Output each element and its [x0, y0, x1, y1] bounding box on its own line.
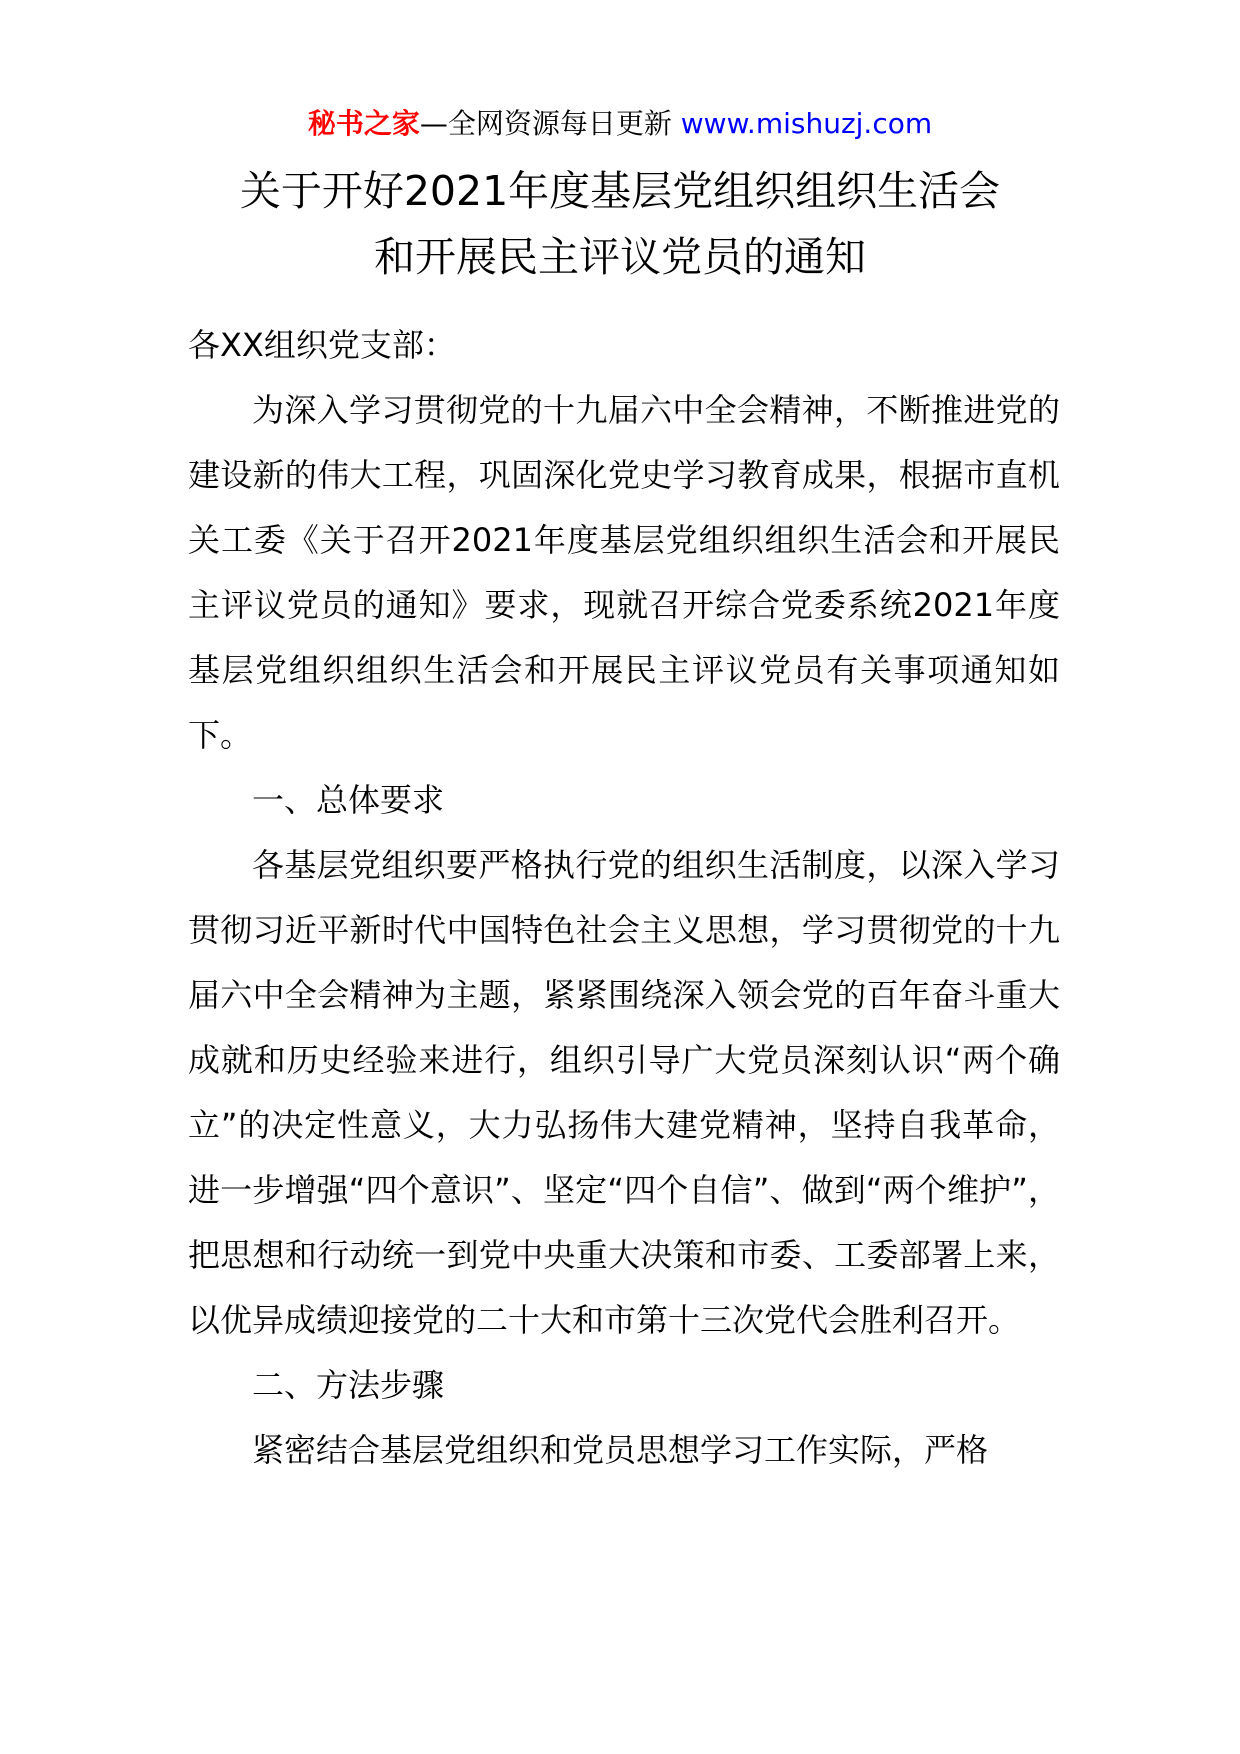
banner-tagline: —全网资源每日更新 — [419, 107, 681, 140]
document-title-line-2: 和开展民主评议党员的通知 — [374, 233, 866, 281]
section-1-paragraph: 各基层党组织要严格执行党的组织生活制度，以深入学习贯彻习近平新时代中国特色社会主义思想，学习贯彻党的十九届六中全会精神为主题，紧紧围绕深入领会党的百年奋斗重大成就和历史经验来进行，组织引导广大党员深刻认识“两个确立”的决定性意义，大力弘扬伟大建党精神，坚持自我革命，进一步增强“四个意识”、坚定“四个自信”、做到“两个维护”，把思想和行动统一到党中央重大决策和市委、工委部署上来，以优异成绩迎接党的二十大和市第十三次党代会胜利召开。 — [188, 846, 1060, 1339]
site-url-link[interactable]: www.mishuzj.com — [680, 107, 933, 140]
salutation: 各XX组织党支部： — [188, 326, 456, 364]
document-title-line-1: 关于开好2021年度基层党组织组织生活会 — [239, 167, 1001, 215]
section-2-heading: 二、方法步骤 — [252, 1366, 445, 1404]
site-banner — [0, 104, 1240, 144]
section-2-paragraph: 紧密结合基层党组织和党员思想学习工作实际，严格 — [252, 1431, 989, 1469]
section-1-heading: 一、总体要求 — [252, 781, 445, 819]
intro-paragraph: 为深入学习贯彻党的十九届六中全会精神，不断推进党的建设新的伟大工程，巩固深化党史学习教育成果，根据市直机关工委《关于召开2021年度基层党组织组织生活会和开展民主评议党员的通知》要求，现就召开综合党委系统2021年度基层党组织组织生活会和开展民主评议党员有关事项通知如下。 — [188, 391, 1060, 754]
document-body — [188, 313, 1060, 1483]
brand-name: 秘书之家 — [307, 107, 420, 140]
